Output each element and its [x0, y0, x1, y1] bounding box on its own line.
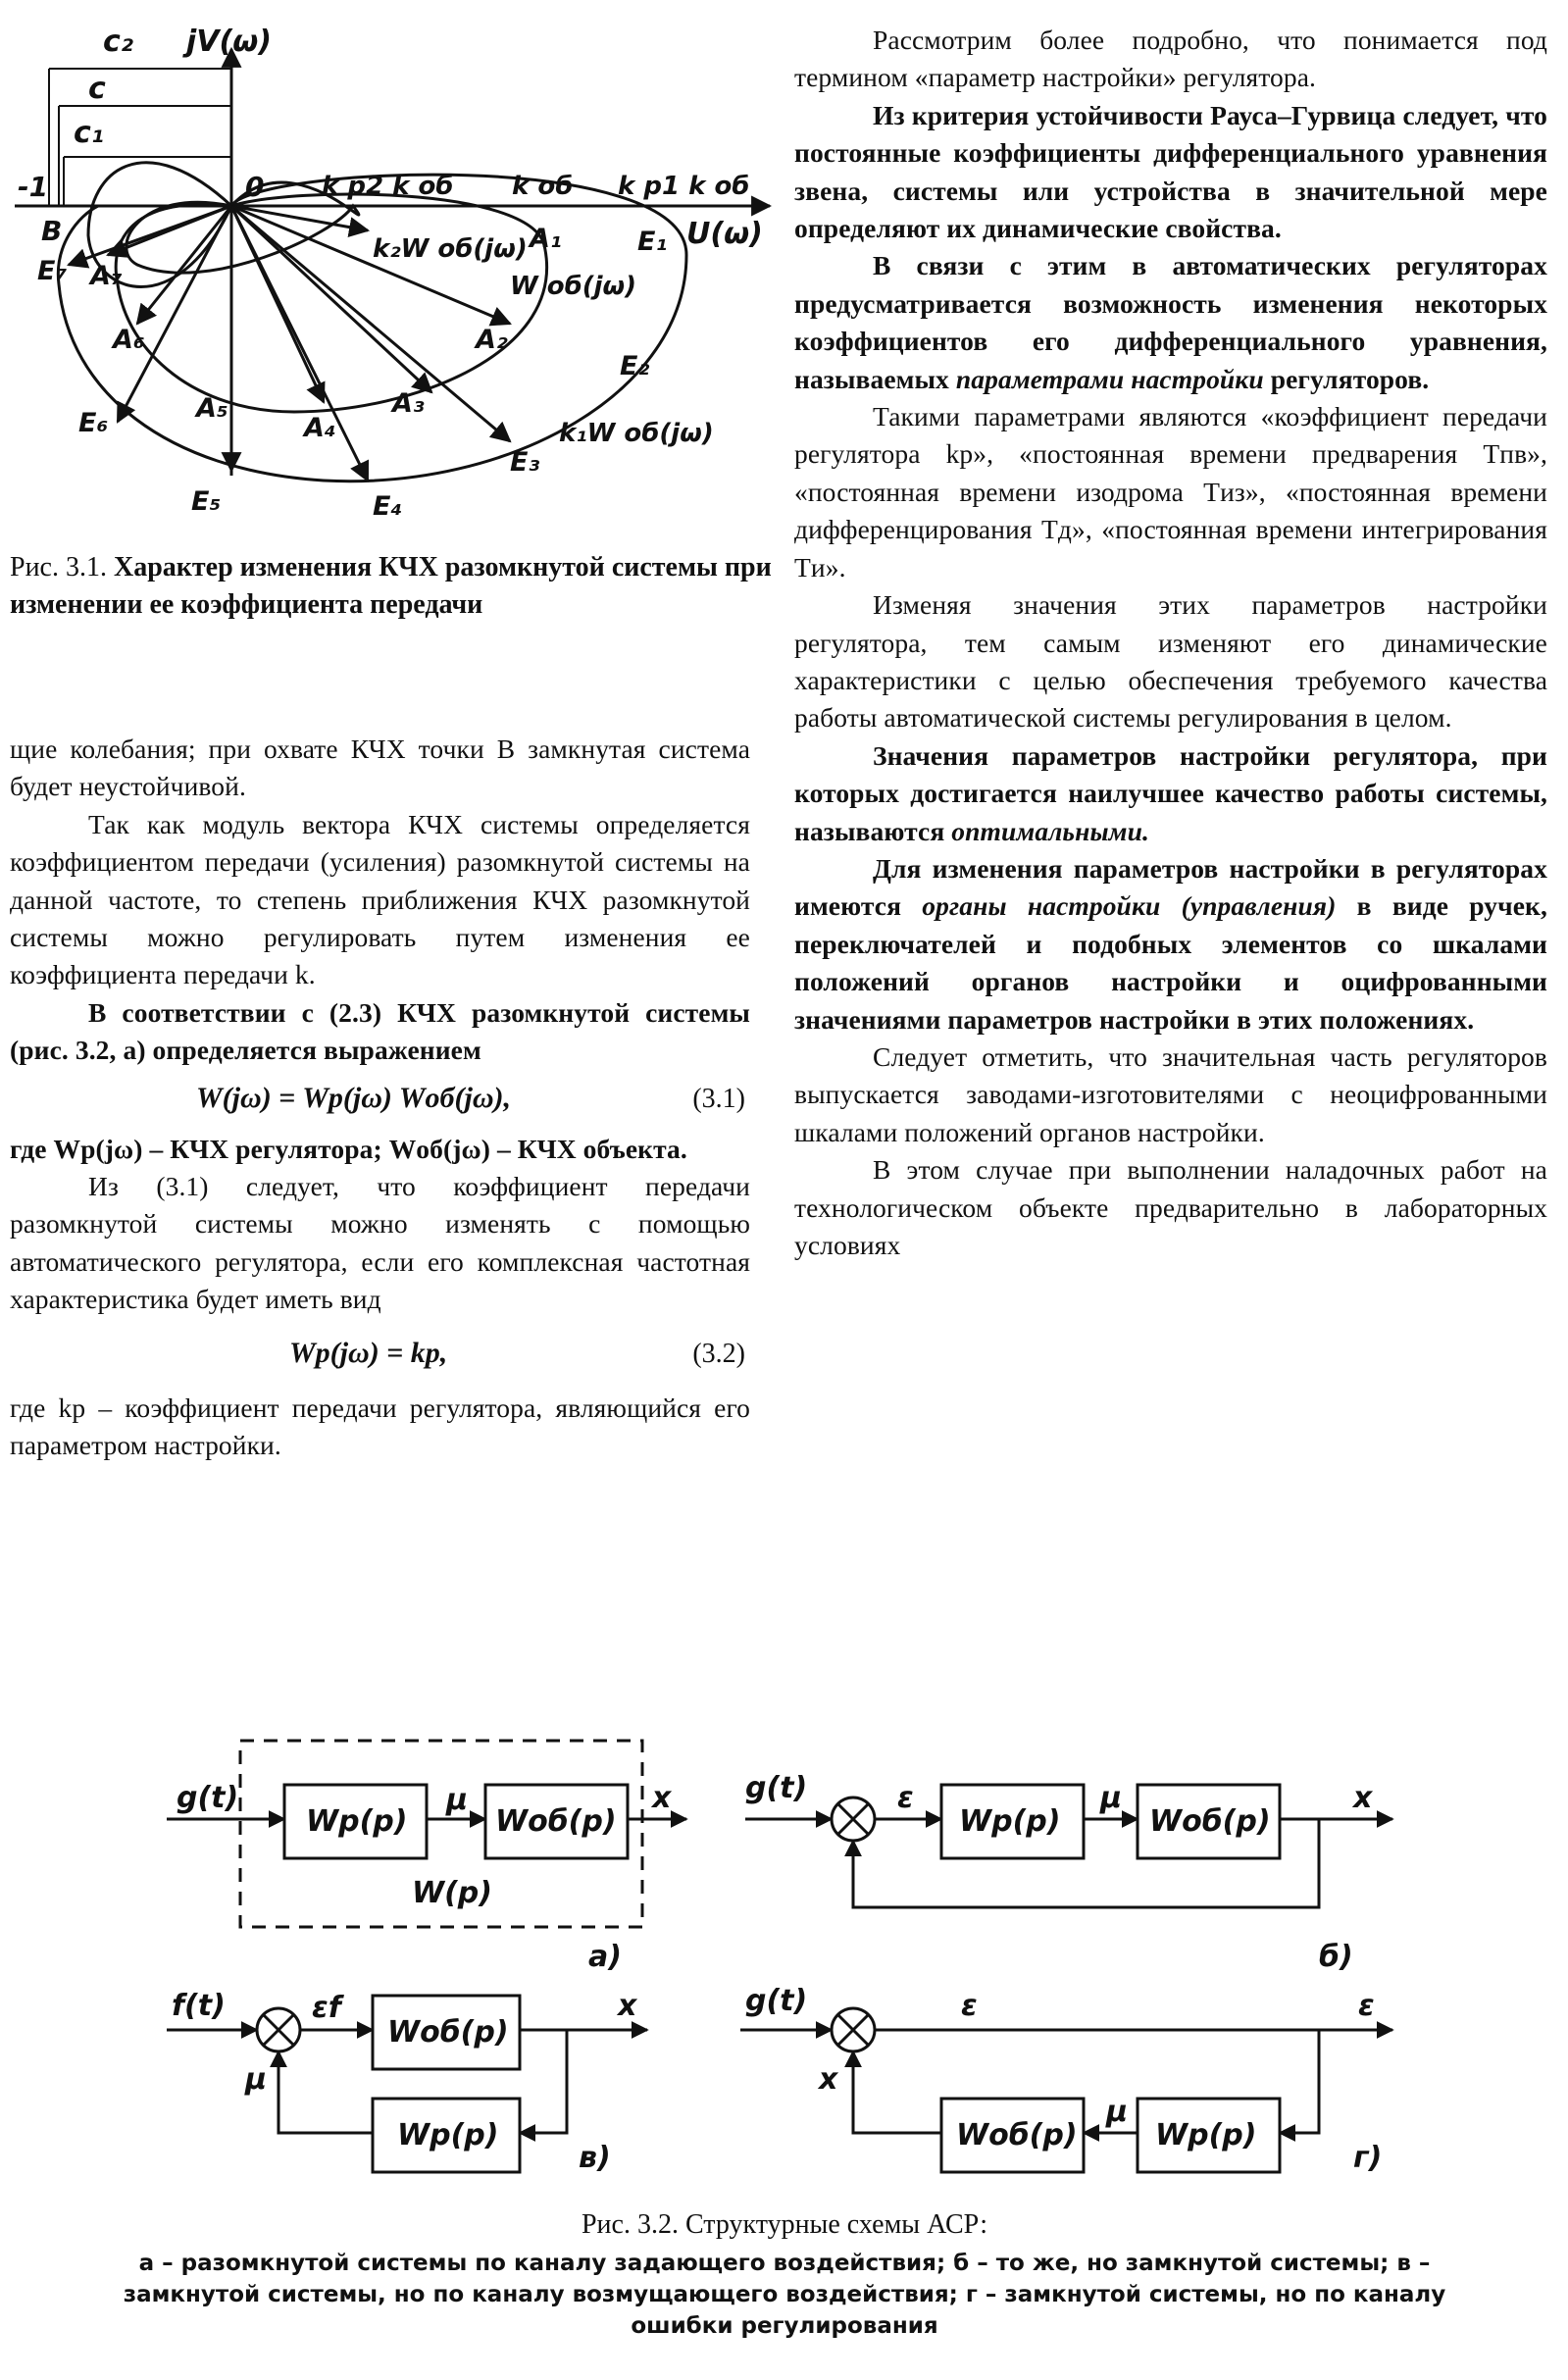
kob-label: k об — [512, 172, 574, 201]
equation-3-2-number: (3.2) — [692, 1338, 745, 1369]
scheme-v-mu: μ — [245, 2062, 268, 2097]
right-column — [794, 22, 1547, 1264]
term-tuning-parameters: параметрами настройки — [955, 363, 1264, 394]
equation-3-1 — [10, 1070, 750, 1131]
point-a1: A₁ — [530, 224, 562, 254]
scheme-a-wp-total: W(p) — [412, 1876, 492, 1910]
point-e7: E₇ — [37, 256, 68, 286]
scheme-v-block-wob-label: Wоб(p) — [387, 2015, 509, 2050]
point-a7: A₇ — [90, 261, 123, 291]
right-paragraph-7: Для изменения параметров настройки в регуляторах имеются органы настройки (управления) в виде ручек, переключателей и подобных элементов со шкалами положений органов настройки и оцифрованными значениями параметров настройки в этих положениях. — [794, 852, 1547, 1035]
point-b-label: B — [41, 215, 63, 247]
scheme-b-output: x — [1353, 1781, 1373, 1815]
right-paragraph-2: Из критерия устойчивости Рауса–Гурвица следует, что постоянные коэффициенты дифференциального уравнения звена, системы или устройства в значительной мере определяют их динамические свойства. — [794, 99, 1547, 244]
right-paragraph-9: В этом случае при выполнении наладочных работ на технологическом объекте предварительно в лабораторных условиях — [794, 1154, 1547, 1260]
scheme-a-block-wob-label: Wоб(p) — [495, 1804, 617, 1839]
figure-3-2-caption-sub: а – разомкнутой системы по каналу задающего воздействия; б – то же, но замкнутой системы; в – замкнутой системы, но по каналу возмущающего воздействия; г – замкнутой системы, но по каналу ошибки регулирования — [123, 2251, 1446, 2339]
scheme-v-output: x — [618, 1989, 637, 2023]
right-paragraph-1: Рассмотрим более подробно, что понимается под термином «параметр настройки» регулятора. — [794, 25, 1547, 93]
kp1kob-label: k p1 k об — [618, 172, 750, 201]
vector-e4 — [231, 206, 368, 481]
right-paragraph-3: В связи с этим в автоматических регуляторах предусматривается возможность изменения некоторых коэффициентов его дифференциального уравнения, называемых параметрами настройки регуляторов. — [794, 250, 1547, 394]
point-a3: A₃ — [392, 388, 425, 419]
equation-3-2 — [10, 1319, 750, 1390]
c2-label: c₂ — [103, 25, 133, 59]
right-paragraph-4: Такими параметрами являются «коэффициент передачи регулятора kp», «постоянная времени предварения Tпв», «постоянная времени изодрома Tиз», «постоянная времени дифференцирования Tд», «постоянная времени интегрирования Tи». — [794, 401, 1547, 582]
figure-3-2-caption-label: Рис. 3.2. — [581, 2209, 679, 2240]
left-paragraph-1: щие колебания; при охвате КЧХ точки B замкнутая система будет неустойчивой. — [10, 734, 750, 802]
scheme-b-tag: б) — [1319, 1940, 1353, 1974]
point-e6: E₆ — [78, 408, 109, 438]
figure-3-1-diagram — [0, 0, 784, 530]
caption-text: Характер изменения КЧХ разомкнутой системы при изменении ее коэффициента передачи — [10, 552, 772, 620]
equation-3-2-text: Wp(jω) = kp, — [289, 1336, 448, 1369]
figure-3-2-diagrams — [0, 1731, 1568, 2182]
scheme-b-block-wob-label: Wоб(p) — [1149, 1804, 1271, 1839]
figure-3-2-caption — [98, 2206, 1471, 2244]
left-paragraph-4: где Wp(jω) – КЧХ регулятора; Wоб(jω) – КЧХ объекта. — [10, 1133, 687, 1164]
scheme-a-tag: а) — [588, 1940, 622, 1974]
scheme-g-block-wp-label: Wp(p) — [1155, 2118, 1257, 2152]
point-e3: E₃ — [510, 447, 540, 478]
left-paragraph-6: где kp – коэффициент передачи регулятора, являющийся его параметром настройки. — [10, 1392, 750, 1461]
point-a4: A₄ — [304, 413, 336, 443]
caption-label: Рис. 3.1. — [10, 552, 107, 582]
scheme-a-mu: μ — [446, 1783, 469, 1817]
figure-3-1-caption — [10, 549, 775, 624]
vector-e6 — [118, 206, 231, 422]
point-a5: A₅ — [196, 393, 228, 424]
scheme-g-block-wob-label: Wоб(p) — [956, 2118, 1078, 2152]
left-column — [10, 731, 750, 1465]
u-axis-label: U(ω) — [686, 217, 763, 251]
scheme-a-output: x — [652, 1781, 672, 1815]
figure-3-2-caption-text: Структурные схемы АСР: — [684, 2209, 988, 2240]
kp2kob-label: k p2 k об — [322, 172, 454, 201]
scheme-g-tag: г) — [1353, 2141, 1383, 2175]
scheme-v-eps: εf — [312, 1991, 341, 2025]
scheme-g-mu: μ — [1106, 2095, 1129, 2129]
scheme-g — [740, 1984, 1392, 2175]
left-paragraph-2: Так как модуль вектора КЧХ системы определяется коэффициентом передачи (усиления) разомкнутой системы на данной частоте, то степень приближения КЧХ разомкнутой системы можно регулировать путем изменения ее коэффициента передачи k. — [10, 808, 750, 990]
scheme-b-eps: ε — [897, 1781, 914, 1815]
point-a6: A₆ — [113, 325, 145, 355]
minus-one-label: -1 — [18, 171, 49, 203]
right-paragraph-6: Значения параметров настройки регулятора, при которых достигается наилучшее качество работы системы, называются оптимальными. — [794, 739, 1547, 846]
point-e4: E₄ — [373, 491, 403, 522]
equation-3-1-number: (3.1) — [692, 1083, 745, 1114]
c1-label: c₁ — [74, 116, 104, 150]
point-a2: A₂ — [476, 325, 508, 355]
point-e5: E₅ — [191, 486, 222, 517]
scheme-g-output: ε — [1358, 1989, 1375, 2023]
point-e2: E₂ — [620, 351, 650, 381]
scheme-a — [167, 1741, 686, 1974]
left-paragraph-3: В соответствии с (2.3) КЧХ разомкнутой системы (рис. 3.2, а) определяется выражением — [10, 996, 750, 1066]
equation-3-1-text: W(jω) = Wp(jω) Wоб(jω), — [196, 1081, 512, 1114]
v-axis-label: jV(ω) — [186, 25, 272, 59]
scheme-v-tag: в) — [579, 2141, 611, 2175]
scheme-v-block-wp-label: Wp(p) — [397, 2118, 499, 2152]
c-label: c — [88, 72, 106, 106]
scheme-g-eps: ε — [961, 1989, 978, 2023]
origin-label: 0 — [245, 171, 265, 203]
term-optimal: оптимальными. — [951, 815, 1149, 846]
scheme-b-input: g(t) — [745, 1771, 808, 1805]
wob-curve-label: W об(jω) — [510, 272, 637, 301]
scheme-b-block-wp-label: Wp(p) — [959, 1804, 1061, 1839]
scheme-a-input: g(t) — [177, 1781, 239, 1815]
right-paragraph-8: Следует отметить, что значительная часть регуляторов выпускается заводами-изготовителями с неоцифрованными шкалами положений органов настройки. — [794, 1040, 1547, 1147]
k2-curve-label: k₂W об(jω) — [373, 234, 528, 264]
right-paragraph-5: Изменяя значения этих параметров настройки регулятора, тем самым изменяют его динамические характеристики с целью обеспечения требуемого качества работы автоматической системы регулирования в целом. — [794, 589, 1547, 734]
term-tuning-organs: органы настройки (управления) — [922, 890, 1337, 922]
scheme-v-input: f(t) — [172, 1989, 226, 2023]
scheme-a-block-wp-label: Wp(p) — [306, 1804, 408, 1839]
scheme-g-x: x — [819, 2062, 838, 2097]
scheme-b-mu: μ — [1100, 1781, 1123, 1815]
scheme-g-input: g(t) — [745, 1984, 808, 2018]
left-paragraph-5: Из (3.1) следует, что коэффициент передачи разомкнутой системы можно изменять с помощью автоматического регулятора, если его комплексная частотная характеристика будет иметь вид — [10, 1171, 750, 1315]
scheme-v — [167, 1989, 647, 2175]
point-e1: E₁ — [637, 227, 668, 257]
k1-curve-label: k₁W об(jω) — [559, 419, 714, 448]
scheme-b — [745, 1771, 1392, 1974]
vector-e2 — [231, 206, 510, 324]
